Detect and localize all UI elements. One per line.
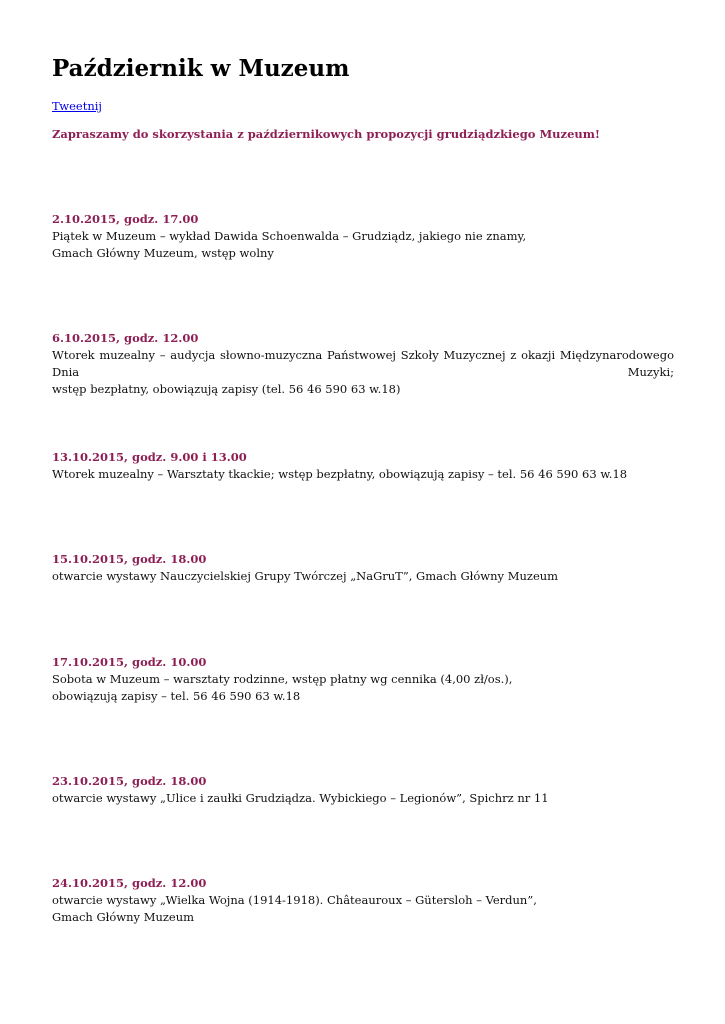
event-description-line: Wtorek muzealny – audycja słowno-muzyczna Państwowej Szkoły Muzycznej z okazji Międzynarodowego Dnia Muzyki; (52, 348, 674, 379)
intro-text: Zapraszamy do skorzystania z październikowych propozycji grudziądzkiego Muzeum! (52, 127, 600, 141)
event-description-line: Gmach Główny Muzeum (52, 910, 195, 924)
event-item (52, 330, 674, 398)
event-description-line: Wtorek muzealny – Warsztaty tkackie; wstęp bezpłatny, obowiązują zapisy – tel. 56 46 590 63 w.18 (52, 467, 628, 481)
event-date: 6.10.2015, godz. 12.00 (52, 331, 199, 345)
event-description-line: otwarcie wystawy „Wielka Wojna (1914-1918). Châteauroux – Gütersloh – Verdun”, (52, 893, 537, 907)
event-item (52, 211, 674, 262)
page-title: Październik w Muzeum (52, 55, 350, 82)
event-date: 23.10.2015, godz. 18.00 (52, 774, 207, 788)
event-item (52, 654, 674, 705)
event-description-line: Sobota w Muzeum – warsztaty rodzinne, wstęp płatny wg cennika (4,00 zł/os.), (52, 672, 513, 686)
event-description-line: Gmach Główny Muzeum, wstęp wolny (52, 246, 274, 260)
event-date: 24.10.2015, godz. 12.00 (52, 876, 207, 890)
event-date: 2.10.2015, godz. 17.00 (52, 212, 199, 226)
event-date: 13.10.2015, godz. 9.00 i 13.00 (52, 450, 247, 464)
event-item (52, 449, 674, 483)
tweet-link[interactable]: Tweetnij (52, 99, 102, 113)
event-description-line: obowiązują zapisy – tel. 56 46 590 63 w.18 (52, 689, 301, 703)
event-description-line: wstęp bezpłatny, obowiązują zapisy (tel. 56 46 590 63 w.18) (52, 382, 401, 396)
event-item (52, 875, 674, 926)
event-date: 17.10.2015, godz. 10.00 (52, 655, 207, 669)
event-item (52, 773, 674, 807)
event-description-line: Piątek w Muzeum – wykład Dawida Schoenwalda – Grudziądz, jakiego nie znamy, (52, 229, 527, 243)
event-description-line: otwarcie wystawy „Ulice i zaułki Grudziądza. Wybickiego – Legionów”, Spichrz nr 11 (52, 791, 549, 805)
event-date: 15.10.2015, godz. 18.00 (52, 552, 207, 566)
event-item (52, 551, 674, 585)
event-description-line: otwarcie wystawy Nauczycielskiej Grupy Twórczej „NaGruT”, Gmach Główny Muzeum (52, 569, 559, 583)
